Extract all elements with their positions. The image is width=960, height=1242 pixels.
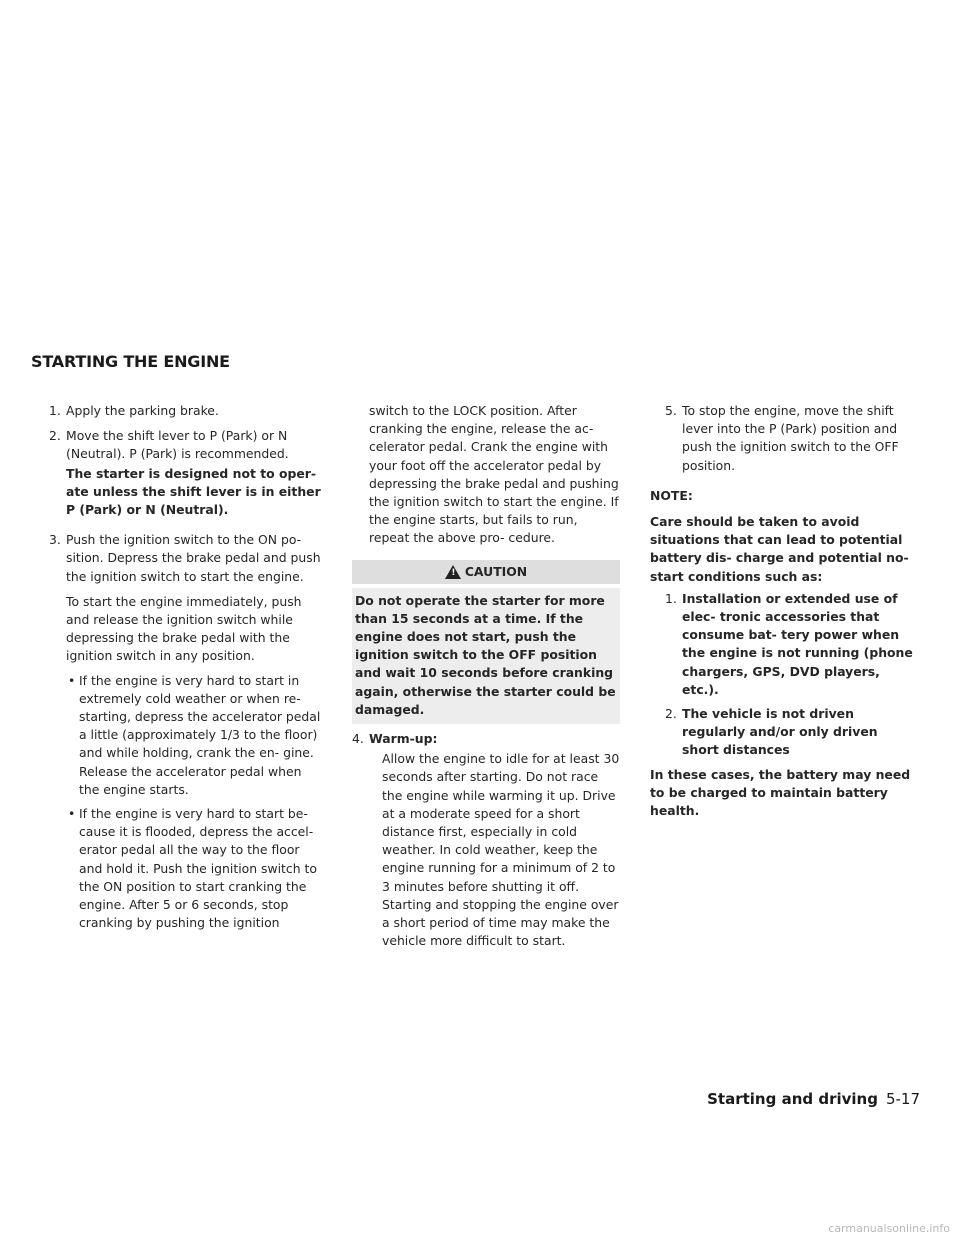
- step-4: [352, 730, 620, 748]
- step-number: 3.: [49, 532, 61, 548]
- page-number: 5-17: [885, 1090, 920, 1108]
- step-2: [49, 427, 325, 463]
- note-closing: In these cases, the battery may need to be charged to maintain battery health.: [650, 766, 911, 819]
- bullet-text: If the engine is very hard to start be- cause it is flooded, depress the accel- erator pedal all the way to the floor and hold it. Push the ignition switch to the ON position to start cranking the engine. After 5 or 6 seconds, stop cranking by pushing the ignition: [79, 806, 317, 931]
- caution-body: Do not operate the starter for more than 15 seconds at a time. If the engine does not start, push the ignition switch to the OFF position and wait 10 seconds before cranking again, otherwise the starter could be damaged.: [352, 588, 620, 724]
- step-3-continuation: switch to the LOCK position. After cranking the engine, release the ac- celerator pedal. Crank the engine with your foot off the accelerator pedal by depressing the brake pedal and pushing the ignition switch to start the engine. If the engine starts, but fails to run, repeat the above pro- cedure.: [369, 403, 619, 546]
- step-number: 4.: [352, 731, 364, 747]
- step-number: 5.: [665, 403, 677, 418]
- step-5: [650, 402, 916, 475]
- step-text: To stop the engine, move the shift lever into the P (Park) position and push the ignition switch to the OFF position.: [682, 403, 899, 473]
- step-4-text: Allow the engine to idle for at least 30 seconds after starting. Do not race the engine while warming it up. Drive at a moderate speed for a short distance first, especially in cold weather. In cold weather, keep the engine running for a minimum of 2 to 3 minutes before shutting it off. Starting and stopping the engine over a short period of time may make the vehicle more difficult to start.: [382, 751, 620, 949]
- step-3-paragraph: To start the engine immediately, push and release the ignition switch while depressing the brake pedal with the ignition switch in any position.: [66, 593, 302, 664]
- column-3: [650, 402, 916, 820]
- bullet-text: If the engine is very hard to start in extremely cold weather or when re- starting, depress the accelerator pedal a little (approximately 1/3 to the floor) and while holding, crank the en- gine. Release the accelerator pedal when the engine starts.: [79, 672, 321, 797]
- caution-title: CAUTION: [464, 563, 528, 579]
- warning-triangle-icon: !: [445, 565, 461, 579]
- note-intro: Care should be taken to avoid situations that can lead to potential battery dis- charge and potential no-start conditions such as:: [650, 514, 909, 584]
- note-item-number: 2.: [665, 706, 677, 722]
- note-item-number: 1.: [665, 590, 677, 606]
- bullet-cold-weather: [49, 672, 325, 799]
- watermark: carmanualsonline.info: [828, 1222, 950, 1235]
- note-item-2: [650, 705, 916, 760]
- step-text: Apply the parking brake.: [66, 403, 219, 418]
- step-number: 1.: [49, 403, 61, 418]
- footer-section-name: Starting and driving: [707, 1090, 878, 1108]
- note-item-text: The vehicle is not driven regularly and/or only driven short distances: [682, 706, 878, 758]
- note-item-1: [650, 590, 916, 699]
- column-1: [49, 402, 325, 938]
- step-number: 2.: [49, 428, 61, 444]
- bullet-mark: •: [68, 672, 76, 688]
- step-3: [49, 531, 325, 586]
- step-text: Move the shift lever to P (Park) or N (Neutral). P (Park) is recommended.: [66, 428, 289, 462]
- note-item-text: Installation or extended use of elec- tronic accessories that consume bat- tery power when the engine is not running (phone chargers, GPS, DVD players, etc.).: [682, 590, 913, 697]
- bullet-mark: •: [68, 806, 76, 822]
- step-1: [49, 402, 325, 420]
- step-2-warning: The starter is designed not to oper- ate unless the shift lever is in either P (Park) or N (Neutral).: [66, 465, 321, 518]
- column-2: [352, 402, 620, 950]
- bullet-flooded: [49, 805, 325, 932]
- section-title: STARTING THE ENGINE: [31, 352, 230, 371]
- note-label: NOTE:: [650, 487, 693, 503]
- page-footer: [707, 1090, 920, 1108]
- caution-header: [352, 560, 620, 584]
- step-text: Push the ignition switch to the ON po- sition. Depress the brake pedal and push the ignition switch to start the engine.: [66, 532, 321, 584]
- step-title: Warm-up:: [369, 731, 438, 747]
